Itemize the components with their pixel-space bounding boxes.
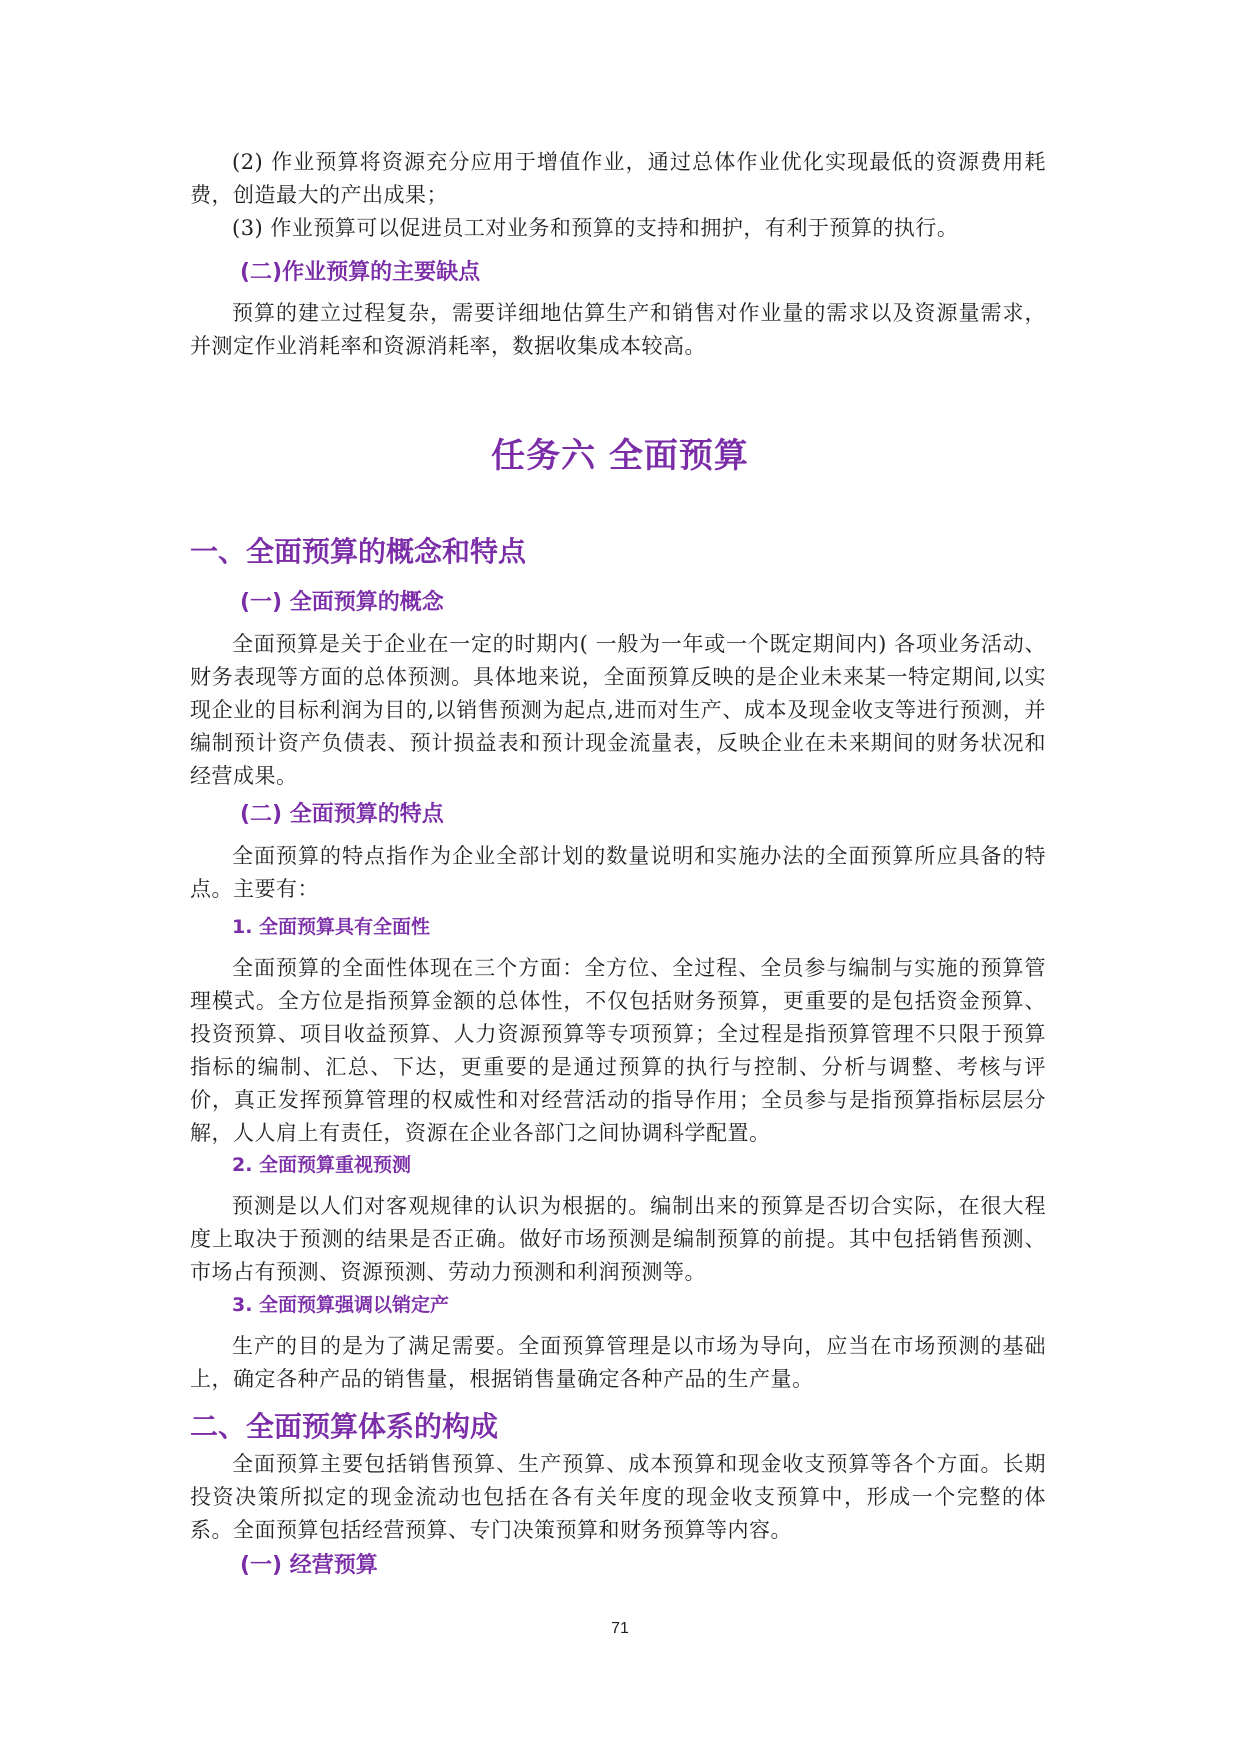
- paragraph-concept: 全面预算是关于企业在一定的时期内( 一般为一年或一个既定期间内) 各项业务活动、财务表现等方面的总体预测。具体地来说，全面预算反映的是企业未来某一特定期间,以实现企业的目标利润为目的,以销售预测为起点,进而对生产、成本及现金收支等进行预测，并编制预计资产负债表、预计损益表和预计现金流量表，反映企业在未来期间的财务状况和经营成果。: [190, 632, 1046, 788]
- heading-disadvantages: (二)作业预算的主要缺点: [240, 260, 481, 285]
- section-heading-1: 一、全面预算的概念和特点: [190, 535, 527, 568]
- task-title: 任务六 全面预算: [491, 436, 749, 476]
- point-heading-sales-driven: 3. 全面预算强调以销定产: [232, 1294, 450, 1316]
- section-heading-2: 二、全面预算体系的构成: [190, 1410, 499, 1443]
- paragraph-features-intro: 全面预算的特点指作为企业全部计划的数量说明和实施办法的全面预算所应具备的特点。主要有：: [190, 844, 1046, 901]
- paragraph-system: 全面预算主要包括销售预算、生产预算、成本预算和现金收支预算等各个方面。长期投资决策所拟定的现金流动也包括在各有关年度的现金收支预算中，形成一个完整的体系。全面预算包括经营预算、专门决策预算和财务预算等内容。: [190, 1452, 1046, 1542]
- subheading-features: (二) 全面预算的特点: [240, 802, 444, 827]
- paragraph-item-2: (2) 作业预算将资源充分应用于增值作业，通过总体作业优化实现最低的资源费用耗费，创造最大的产出成果；: [190, 150, 1046, 207]
- paragraph-disadvantages: 预算的建立过程复杂，需要详细地估算生产和销售对作业量的需求以及资源量需求，并测定作业消耗率和资源消耗率，数据收集成本较高。: [190, 301, 1046, 358]
- subheading-concept: (一) 全面预算的概念: [240, 590, 444, 615]
- paragraph-forecast: 预测是以人们对客观规律的认识为根据的。编制出来的预算是否切合实际，在很大程度上取决于预测的结果是否正确。做好市场预测是编制预算的前提。其中包括销售预测、市场占有预测、资源预测、劳动力预测和利润预测等。: [190, 1194, 1046, 1284]
- paragraph-sales-driven: 生产的目的是为了满足需要。全面预算管理是以市场为导向，应当在市场预测的基础上，确定各种产品的销售量，根据销售量确定各种产品的生产量。: [190, 1334, 1046, 1391]
- subheading-operating-budget: (一) 经营预算: [240, 1553, 378, 1578]
- point-heading-forecast: 2. 全面预算重视预测: [232, 1154, 412, 1176]
- point-heading-comprehensive: 1. 全面预算具有全面性: [232, 916, 431, 938]
- page-number: 71: [611, 1620, 629, 1637]
- paragraph-item-3: (3) 作业预算可以促进员工对业务和预算的支持和拥护，有利于预算的执行。: [232, 216, 959, 240]
- paragraph-comprehensive: 全面预算的全面性体现在三个方面：全方位、全过程、全员参与编制与实施的预算管理模式。全方位是指预算金额的总体性，不仅包括财务预算，更重要的是包括资金预算、投资预算、项目收益预算、人力资源预算等专项预算；全过程是指预算管理不只限于预算指标的编制、汇总、下达，更重要的是通过预算的执行与控制、分析与调整、考核与评价，真正发挥预算管理的权威性和对经营活动的指导作用；全员参与是指预算指标层层分解，人人肩上有责任，资源在企业各部门之间协调科学配置。: [190, 956, 1046, 1145]
